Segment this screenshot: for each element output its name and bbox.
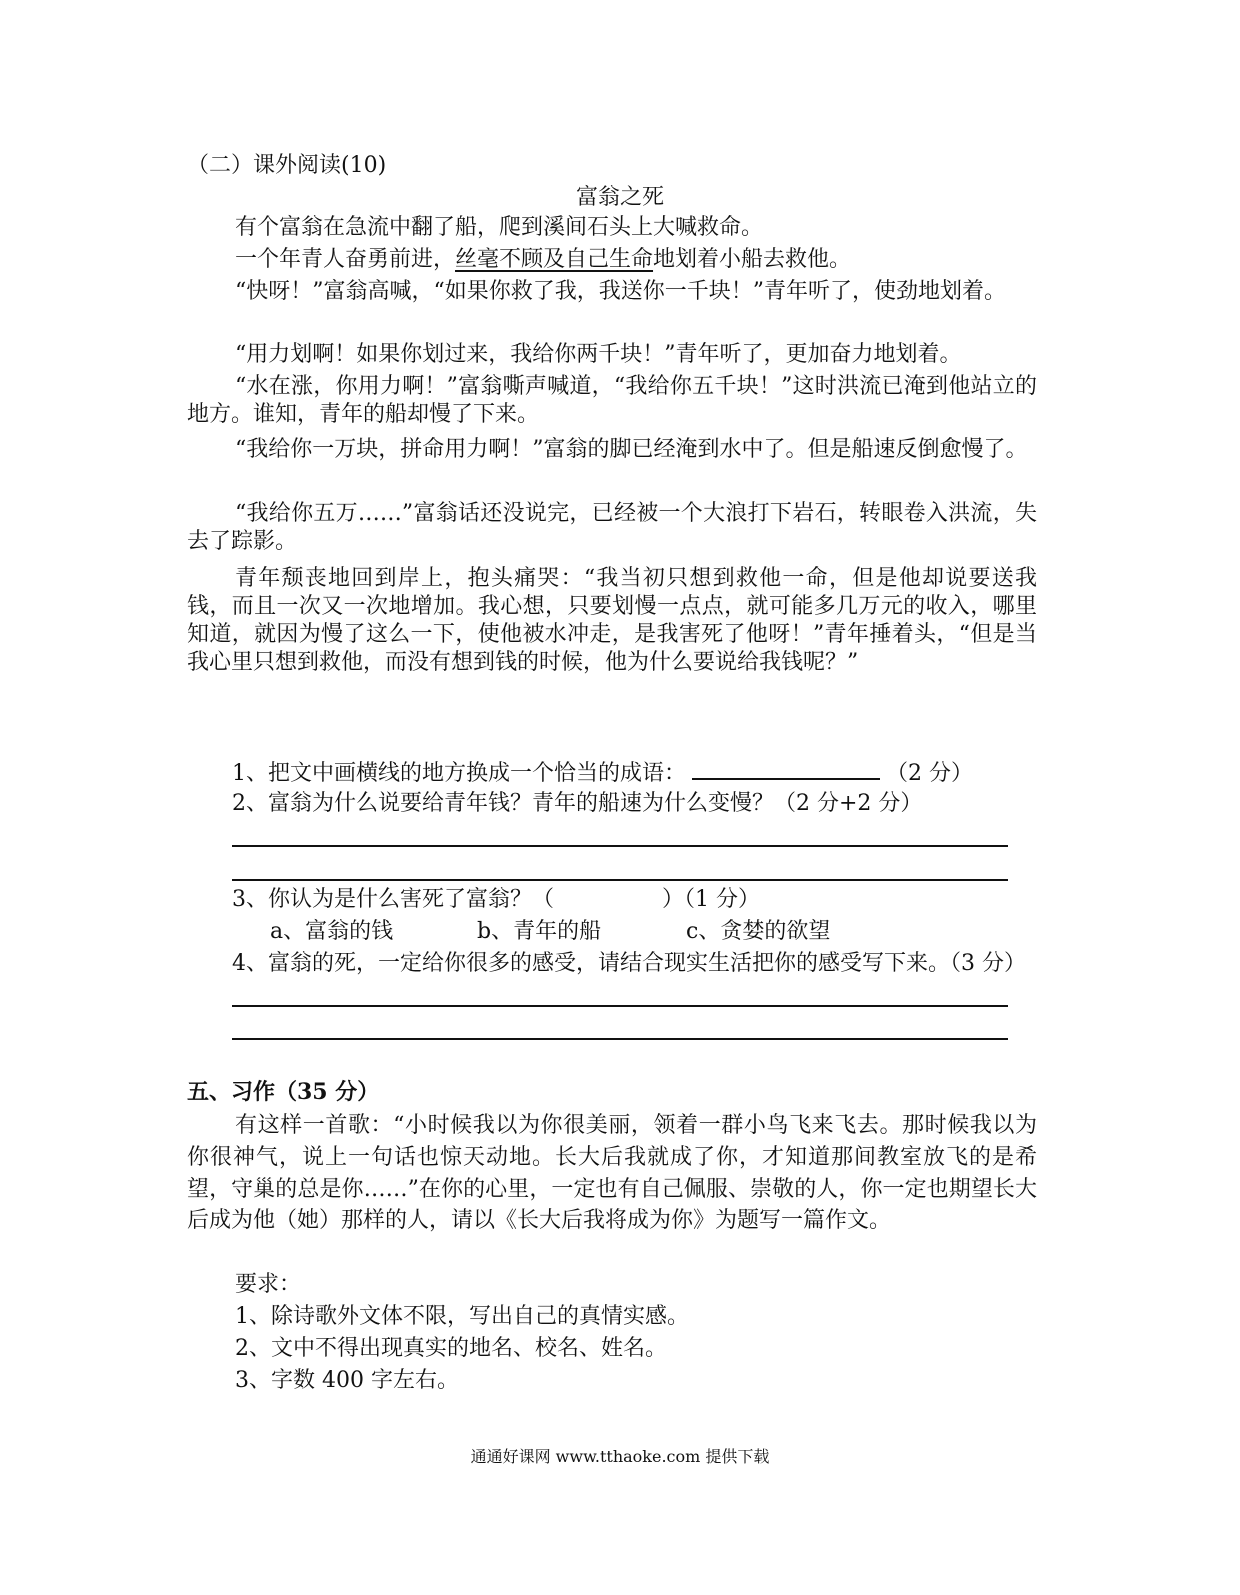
story-paragraph-8: 青年颓丧地回到岸上，抱头痛哭：“我当初只想到救他一命，但是他却说要送我钱，而且一次又一次地增加。我心想，只要划慢一点点，就可能多几万元的收入，哪里知道，就因为慢了这么一下，使他被水冲走，是我害死了他呀！”青年捶着头，“但是当我心里只想到救他，而没有想到钱的时候，他为什么要说给我钱呢？” [187,566,1037,675]
question-4: 4、富翁的死，一定给你很多的感受，请结合现实生活把你的感受写下来。（3 分） [232,951,1026,976]
requirement-1: 1、除诗歌外文体不限，写出自己的真情实感。 [235,1304,689,1329]
question-3 [232,886,760,914]
requirements-label: 要求： [235,1272,302,1297]
story-paragraph-4: “用力划啊！如果你划过来，我给你两千块！”青年听了，更加奋力地划着。 [235,342,962,367]
story-paragraph-3: “快呀！”富翁高喊，“如果你救了我，我送你一千块！”青年听了，使劲地划着。 [235,279,1006,304]
question-1 [232,758,973,788]
story-title: 富翁之死 [575,185,664,210]
section-header: （二）课外阅读(10) [187,153,387,178]
story-paragraph-2 [187,246,1037,274]
question-1-score: （2 分） [886,761,973,786]
option-c: c、贪婪的欲望 [686,919,831,944]
underlined-phrase: 丝毫不顾及自己生命 [455,247,654,272]
option-a: a、富翁的钱 [270,919,394,944]
essay-heading: 五、习作（35 分） [187,1079,380,1105]
question-1-text: 1、把文中画横线的地方换成一个恰当的成语： [232,761,686,786]
option-b: b、青年的船 [477,919,602,944]
story-paragraph-5: “水在涨，你用力啊！”富翁嘶声喊道，“我给你五千块！”这时洪流已淹到他站立的地方。谁知，青年的船却慢了下来。 [187,374,1037,427]
story-paragraph-2-start: 一个年青人奋勇前进， [235,247,456,272]
answer-blank-1[interactable] [692,758,880,780]
answer-line-4b[interactable] [232,1038,1008,1040]
page-footer: 通通好课网 www.tthaoke.com 提供下载 [470,1447,770,1466]
story-paragraph-1: 有个富翁在急流中翻了船，爬到溪间石头上大喊救命。 [235,215,764,240]
story-paragraph-7: “我给你五万……”富翁话还没说完，已经被一个大浪打下岩石，转眼卷入洪流，失去了踪影。 [187,501,1037,554]
question-3-text: 3、你认为是什么害死了富翁？（ [232,887,554,912]
essay-prompt: 有这样一首歌：“小时候我以为你很美丽，领着一群小鸟飞来飞去。那时候我以为你很神气，说上一句话也惊天动地。长大后我就成了你，才知道那间教室放飞的是希望，守巢的总是你……”在你的心里，一定也有自己佩服、崇敬的人，你一定也期望长大后成为他（她）那样的人，请以《长大后我将成为你》为题写一篇作文。 [187,1113,1037,1234]
requirement-2: 2、文中不得出现真实的地名、校名、姓名。 [235,1336,667,1361]
story-paragraph-2-end: 地划着小船去救他。 [653,247,852,272]
question-2: 2、富翁为什么说要给青年钱？青年的船速为什么变慢？（2 分+2 分） [232,791,923,816]
question-3-score: ）（1 分） [662,887,760,912]
answer-line-2b[interactable] [232,879,1008,881]
story-paragraph-6: “我给你一万块，拼命用力啊！”富翁的脚已经淹到水中了。但是船速反倒愈慢了。 [235,437,1028,462]
requirement-3: 3、字数 400 字左右。 [235,1368,459,1393]
answer-line-4a[interactable] [232,1005,1008,1007]
answer-line-2a[interactable] [232,845,1008,847]
